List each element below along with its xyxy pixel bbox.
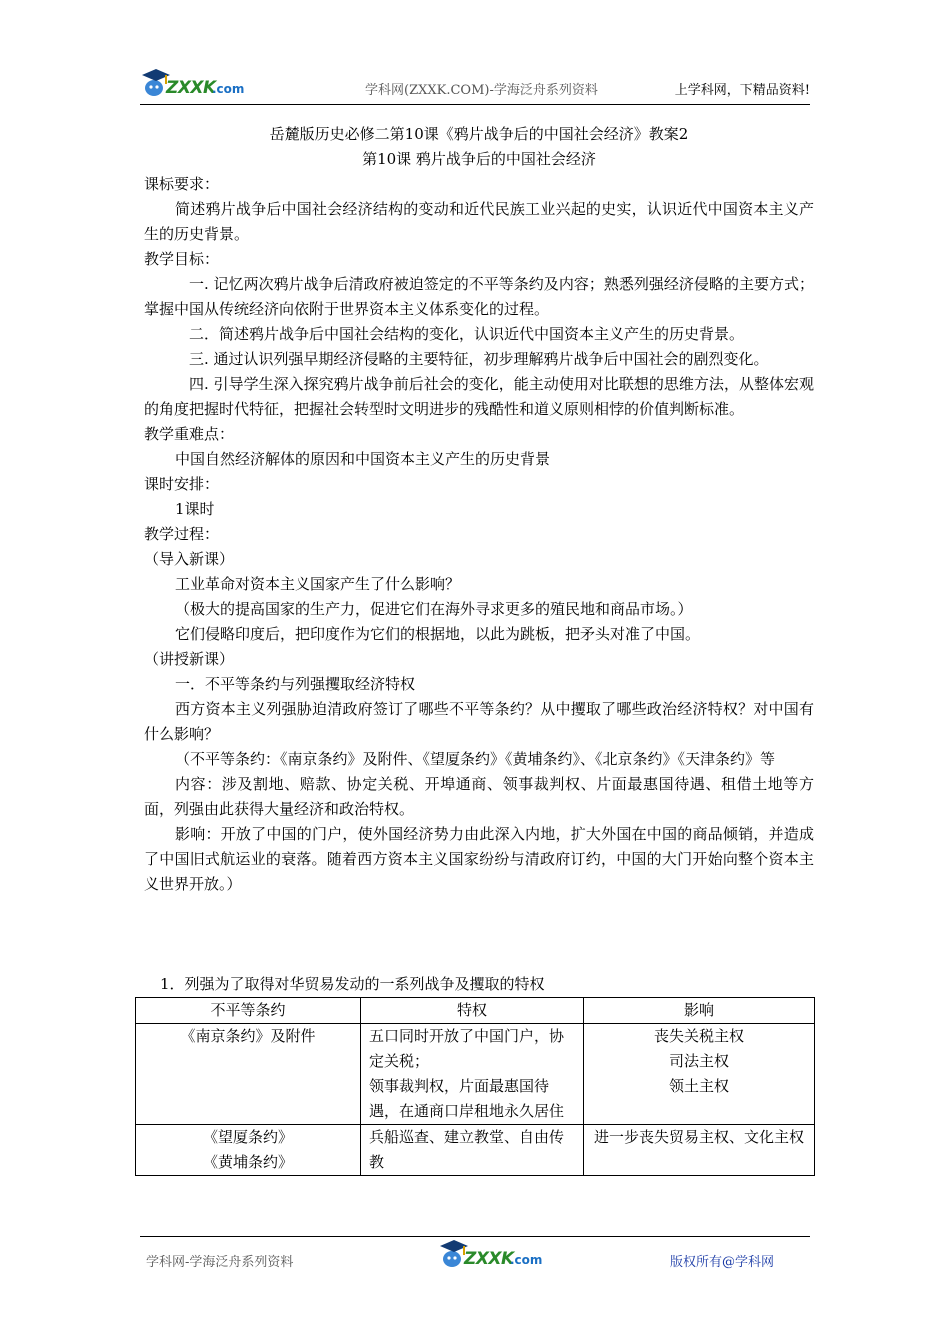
section-heading: 课标要求：: [144, 175, 220, 193]
paragraph: 三. 通过认识列强早期经济侵略的主要特征，初步理解鸦片战争后中国社会的剧烈变化。: [189, 350, 769, 368]
paragraph: 中国自然经济解体的原因和中国资本主义产生的历史背景: [175, 450, 551, 468]
page-header: [140, 64, 810, 106]
cell-text: 五口同时开放了中国门户，协定关税；: [369, 1027, 565, 1070]
table-caption: 1．列强为了取得对华贸易发动的一系列战争及攫取的特权: [160, 975, 545, 993]
column-header: 特权: [361, 998, 584, 1024]
paragraph: 一. 记忆两次鸦片战争后清政府被迫签定的不平等条约及内容；熟悉列强经济侵略的主要方式；掌握中国从传统经济向依附于世界资本主义体系变化的过程。: [144, 275, 814, 318]
column-header: 影响: [584, 998, 815, 1024]
cell-text: 司法主权: [668, 1052, 729, 1070]
svg-text:.com: .com: [510, 1253, 543, 1267]
cell-text: 《南京条约》及附件: [180, 1027, 316, 1045]
table-row: [136, 1125, 815, 1176]
section-heading: 教学目标：: [144, 250, 220, 268]
document-title: 岳麓版历史必修二第10课《鸦片战争后的中国社会经济》教案2: [269, 125, 689, 143]
paragraph: 简述鸦片战争后中国社会经济结构的变动和近代民族工业兴起的史实，认识近代中国资本主义产生的历史背景。: [144, 200, 814, 243]
cell-text: 丧失关税主权: [653, 1027, 744, 1045]
footer-divider: [140, 1236, 810, 1237]
table-header-row: [136, 998, 815, 1024]
lesson-title: 第10课 鸦片战争后的中国社会经济: [362, 150, 596, 168]
svg-text:ZXXK: ZXXK: [166, 78, 216, 98]
paragraph: （讲授新课）: [144, 650, 235, 668]
section-heading: 一．不平等条约与列强攫取经济特权: [175, 675, 416, 693]
paragraph: 西方资本主义列强胁迫清政府签订了哪些不平等条约？从中攫取了哪些政治经济特权？对中国有什么影响？: [144, 700, 814, 743]
section-heading: 课时安排：: [144, 475, 220, 493]
header-slogan: 上学科网，下精品资料!: [674, 83, 810, 98]
document-body: [144, 122, 814, 897]
privilege-cell: [361, 1024, 584, 1125]
zxxk-logo-footer[interactable]: [438, 1238, 550, 1270]
cell-text: 领事裁判权，片面最惠国待遇，在通商口岸租地永久居住: [369, 1077, 565, 1120]
cell-text: 《望厦条约》: [202, 1128, 293, 1146]
footer-site-name: 学科网-学海泛舟系列资料: [146, 1255, 294, 1270]
cell-text: 兵船巡查、建立教堂、自由传教: [369, 1128, 565, 1171]
footer-copyright: 版权所有@学科网: [670, 1255, 775, 1270]
paragraph: 四. 引导学生深入探究鸦片战争前后社会的变化，能主动使用对比联想的思维方法，从整体宏观的角度把握时代特征，把握社会转型时文明进步的残酷性和道义原则相悖的价值判断标准。: [144, 375, 814, 418]
cell-text: 领土主权: [668, 1077, 729, 1095]
treaty-table: [135, 997, 815, 1176]
cell-text: 《黄埔条约》: [202, 1153, 293, 1171]
header-site-title: 学科网(ZXXK.COM)-学海泛舟系列资料: [365, 83, 598, 98]
paragraph: 内容：涉及割地、赔款、协定关税、开埠通商、领事裁判权、片面最惠国待遇、租借土地等方面，列强由此获得大量经济和政治特权。: [144, 775, 814, 818]
effect-cell: [584, 1024, 815, 1125]
treaty-cell: [136, 1024, 361, 1125]
paragraph: 影响：开放了中国的门户，使外国经济势力由此深入内地，扩大外国在中国的商品倾销，并造成了中国旧式航运业的衰落。随着西方资本主义国家纷纷与清政府订约，中国的大门开始向整个资本主义世界开放。）: [144, 825, 814, 893]
paragraph: 工业革命对资本主义国家产生了什么影响？: [175, 575, 461, 593]
section-heading: 教学过程：: [144, 525, 220, 543]
effect-cell: [584, 1125, 815, 1176]
graduate-cap-icon: [140, 66, 250, 100]
paragraph: 它们侵略印度后，把印度作为它们的根据地，以此为跳板，把矛头对准了中国。: [175, 625, 701, 643]
paragraph: 1课时: [175, 500, 215, 518]
paragraph: （极大的提高国家的生产力，促进它们在海外寻求更多的殖民地和商品市场。）: [175, 600, 693, 618]
privilege-cell: [361, 1125, 584, 1176]
section-heading: 教学重难点：: [144, 425, 235, 443]
zxxk-logo[interactable]: [140, 66, 250, 100]
column-header: 不平等条约: [136, 998, 361, 1024]
graduate-cap-icon: [438, 1238, 550, 1270]
treaty-cell: [136, 1125, 361, 1176]
paragraph: （导入新课）: [144, 550, 235, 568]
paragraph: 二．简述鸦片战争后中国社会结构的变化，认识近代中国资本主义产生的历史背景。: [189, 325, 745, 343]
svg-text:.com: .com: [212, 82, 245, 96]
cell-text: 进一步丧失贸易主权、文化主权: [593, 1128, 804, 1146]
svg-text:ZXXK: ZXXK: [464, 1249, 514, 1269]
table-row: [136, 1024, 815, 1125]
paragraph: （不平等条约：《南京条约》及附件、《望厦条约》《黄埔条约》、《北京条约》《天津条约》等: [175, 750, 776, 768]
header-divider: [140, 104, 810, 105]
